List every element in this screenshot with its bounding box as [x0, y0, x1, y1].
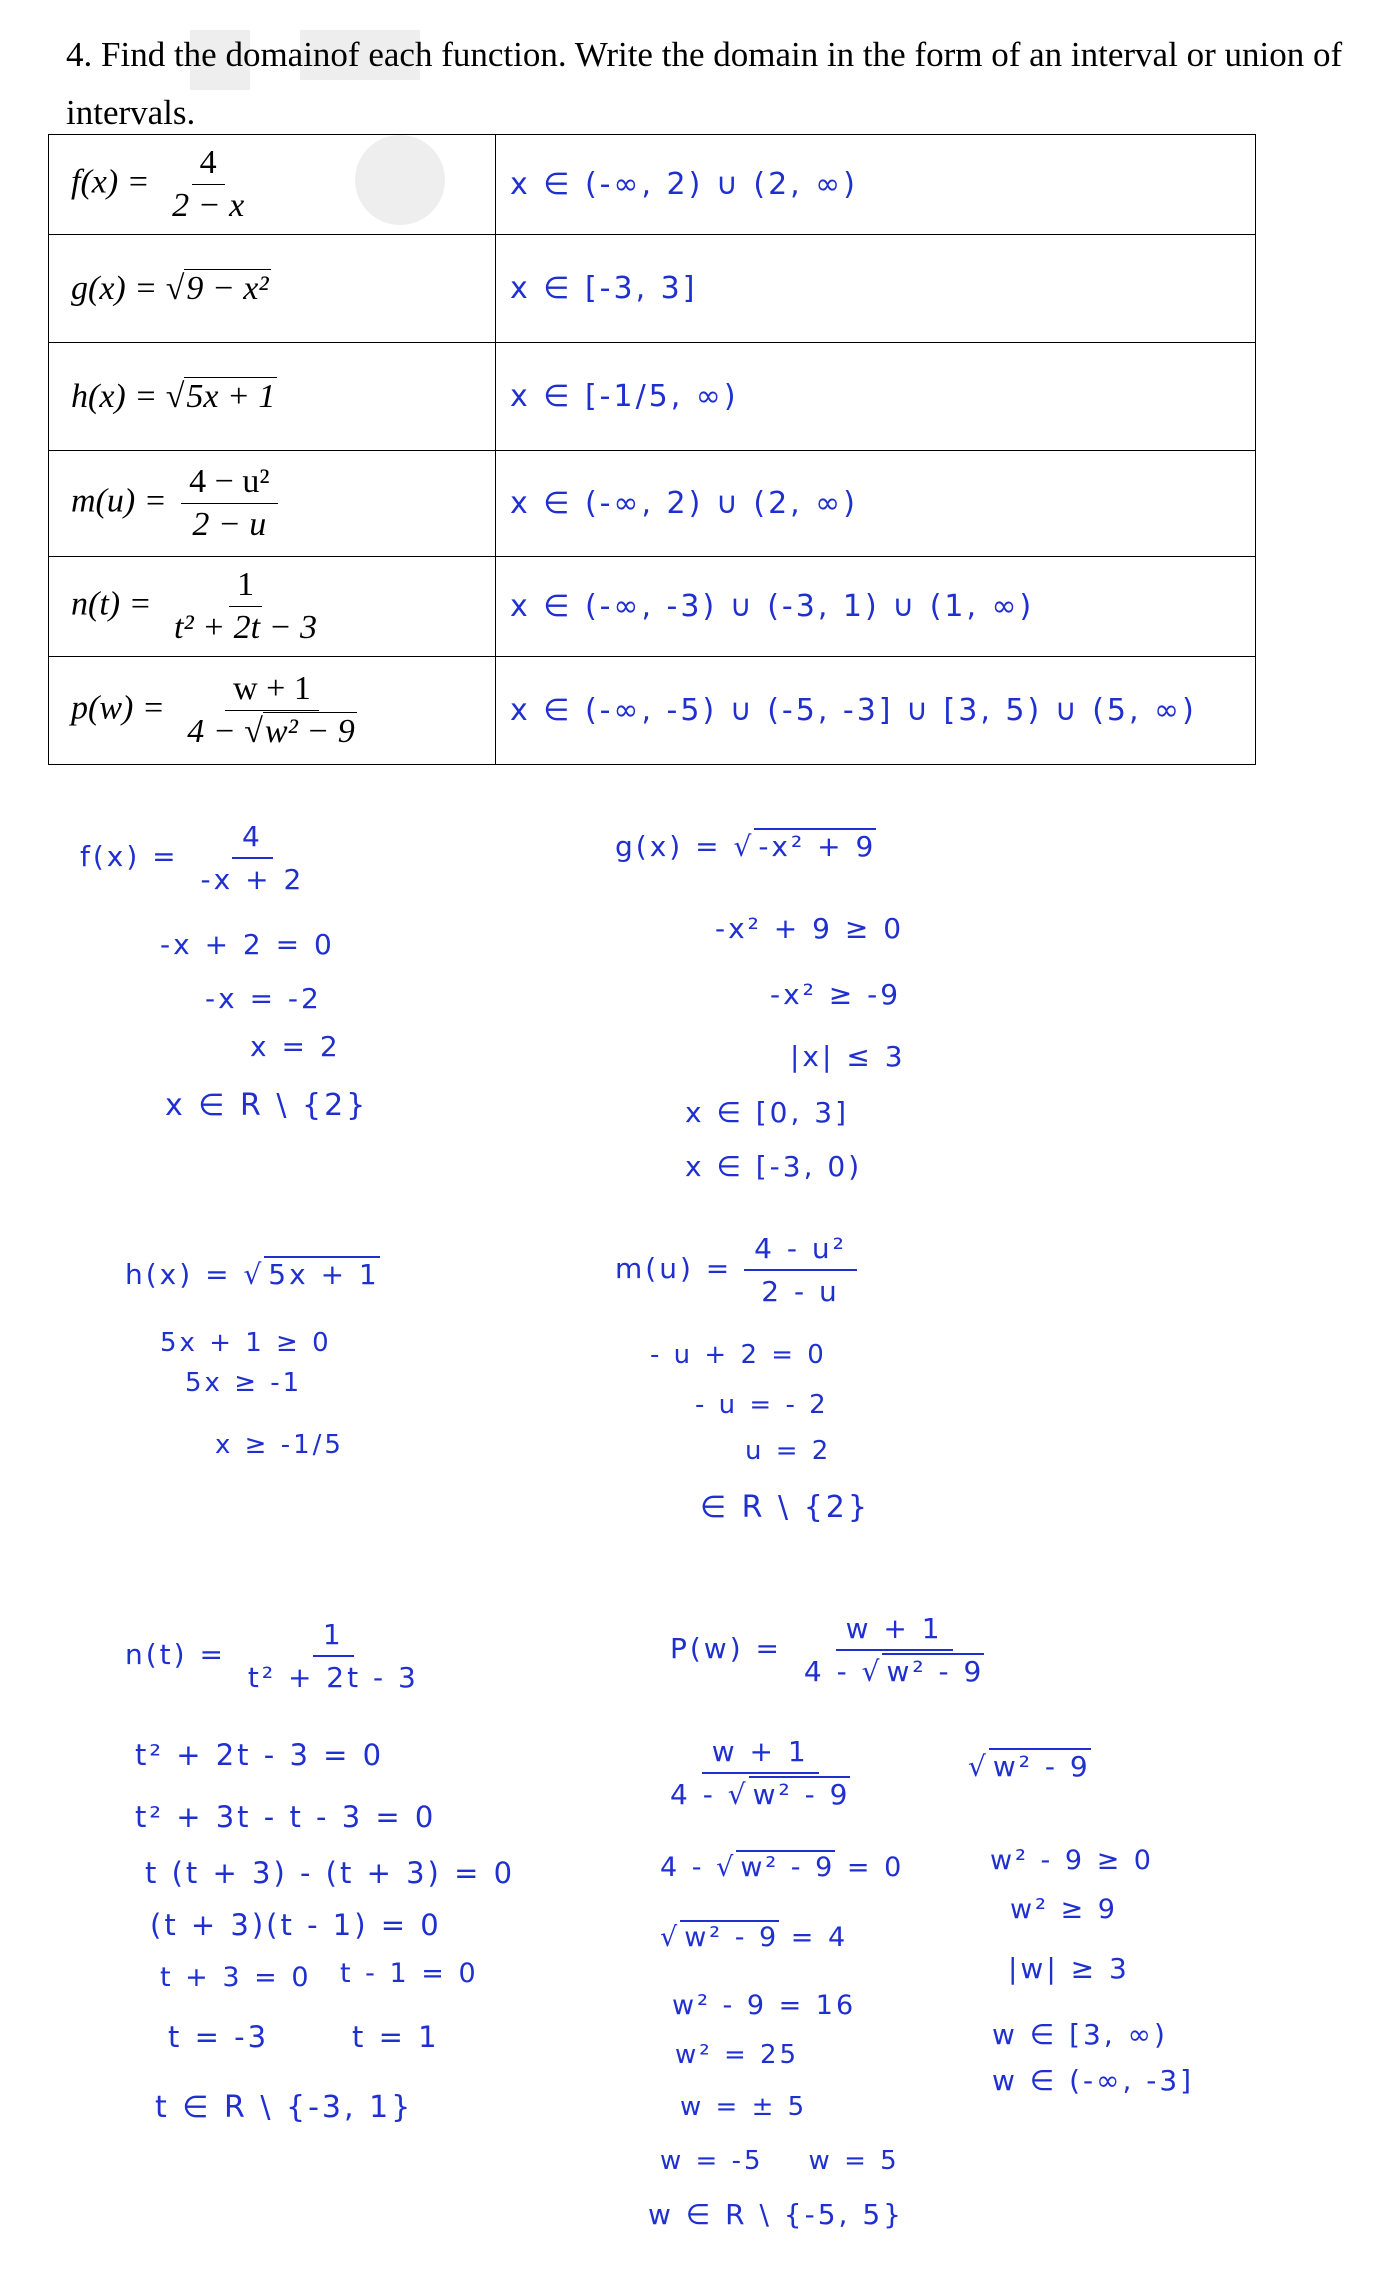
numerator: 4 — [192, 144, 225, 185]
domain-table — [48, 134, 1256, 765]
work-p-side-root — [968, 1750, 1091, 1783]
work-h-lhs: h(x) = — [125, 1258, 232, 1291]
work-g-line: x ∈ [0, 3] — [685, 1096, 850, 1129]
work-n-fraction — [238, 1618, 429, 1694]
function-name: n(t) = — [71, 585, 152, 623]
work-p-mid-fraction — [660, 1735, 860, 1811]
function-cell — [49, 657, 496, 765]
work-f-line: -x + 2 = 0 — [160, 928, 335, 961]
work-g-lhs: g(x) = — [615, 830, 722, 863]
answer-cell — [496, 657, 1256, 765]
work-n-split-left: t = -3 — [168, 2020, 270, 2054]
work-p-side-line: w² - 9 ≥ 0 — [990, 1845, 1154, 1876]
work-f-numerator: 4 — [232, 820, 273, 859]
work-p-eq2-radicand: w² - 9 — [680, 1920, 779, 1953]
answer-cell — [496, 135, 1256, 235]
work-g-result: x ∈ [-3, 0) — [685, 1150, 863, 1183]
work-m-lhs: m(u) = — [615, 1252, 733, 1285]
handwritten-answer: x ∈ (-∞, -5) ∪ (-5, -3] ∪ [3, 5) ∪ (5, ∞) — [510, 693, 1197, 728]
work-m-denominator: 2 - u — [761, 1275, 840, 1308]
work-p-side-line: |w| ≥ 3 — [1008, 1952, 1130, 1985]
work-n-line: (t + 3)(t - 1) = 0 — [150, 1908, 442, 1942]
work-p-denominator-prefix: 4 - — [803, 1655, 862, 1688]
function-name: h(x) = — [71, 377, 158, 415]
work-p-result: w ∈ R \ {-5, 5} — [648, 2198, 904, 2231]
handwritten-answer: x ∈ (-∞, 2) ∪ (2, ∞) — [510, 486, 858, 521]
numerator: 1 — [229, 566, 262, 607]
work-n-split-right: t - 1 = 0 — [340, 1958, 479, 1989]
work-p-sqrt-symbol: √ — [861, 1655, 883, 1688]
work-f-definition — [80, 820, 314, 896]
work-f-lhs: f(x) = — [80, 840, 179, 873]
work-p-side-line: w² ≥ 9 — [1010, 1894, 1118, 1925]
problem-title: 4. Find the domainof each function. Write the domain in the form of an interval or union of intervals. — [66, 35, 1343, 132]
sqrt-symbol: √ — [165, 269, 185, 307]
handwritten-answer: x ∈ (-∞, 2) ∪ (2, ∞) — [510, 167, 858, 202]
table-row — [49, 557, 1256, 657]
work-g-line: -x² + 9 ≥ 0 — [715, 912, 905, 945]
denominator — [179, 711, 364, 751]
fraction — [166, 566, 325, 647]
work-f-line: -x = -2 — [205, 982, 322, 1015]
work-g-definition — [615, 830, 876, 863]
work-h-line: 5x + 1 ≥ 0 — [160, 1328, 332, 1358]
work-n-line: t (t + 3) - (t + 3) = 0 — [145, 1856, 516, 1890]
work-p-eq1-suffix: = 0 — [835, 1852, 905, 1883]
work-f-denominator: -x + 2 — [200, 863, 305, 896]
denominator-prefix: 4 − — [187, 713, 245, 750]
work-n-definition — [125, 1618, 429, 1694]
table-row — [49, 657, 1256, 765]
function-cell — [49, 343, 496, 451]
work-n-line: t² + 3t - t - 3 = 0 — [135, 1800, 437, 1834]
work-p-mid-denominator — [660, 1774, 860, 1811]
function-cell — [49, 557, 496, 657]
sqrt-symbol: √ — [165, 377, 185, 415]
work-p-line: w² - 9 = 16 — [672, 1990, 857, 2021]
work-p-eq2-suffix: = 4 — [779, 1922, 849, 1953]
work-f-line: x = 2 — [250, 1030, 341, 1063]
work-g-line: |x| ≤ 3 — [790, 1040, 906, 1073]
work-m-line: - u + 2 = 0 — [650, 1340, 827, 1370]
work-p-fraction — [794, 1612, 994, 1688]
work-h-sqrt-symbol: √ — [243, 1258, 265, 1291]
function-cell — [49, 451, 496, 557]
work-p-mid-frac — [660, 1735, 860, 1811]
sqrt-symbol: √ — [244, 713, 263, 750]
radicand: w² − 9 — [264, 713, 355, 750]
work-h-line: 5x ≥ -1 — [185, 1368, 303, 1398]
numerator: 4 − u² — [181, 463, 277, 504]
work-p-equation — [660, 1852, 904, 1883]
work-p-side-radicand: w² - 9 — [989, 1748, 1091, 1783]
work-p-radicand: w² - 9 — [882, 1653, 984, 1688]
work-n-split-left: t + 3 = 0 — [160, 1962, 312, 1993]
work-p-mid-denominator-prefix: 4 - — [670, 1778, 728, 1811]
denominator: 2 − u — [192, 506, 267, 543]
work-n-line: t² + 2t - 3 = 0 — [135, 1738, 385, 1772]
table-row — [49, 343, 1256, 451]
work-p-eq1-radicand: w² - 9 — [736, 1850, 835, 1883]
function-cell — [49, 135, 496, 235]
work-h-definition — [125, 1258, 380, 1291]
work-p-sqrt-symbol: √ — [968, 1750, 989, 1783]
function-name: m(u) = — [71, 482, 167, 520]
fraction — [179, 670, 364, 751]
handwritten-answer: x ∈ [-3, 3] — [510, 271, 698, 306]
work-f-fraction — [191, 820, 315, 896]
denominator: 2 − x — [172, 187, 245, 224]
function-cell — [49, 235, 496, 343]
answer-cell — [496, 451, 1256, 557]
function-name: p(w) = — [71, 689, 165, 727]
work-m-fraction — [744, 1232, 857, 1308]
work-p-line: w = ± 5 — [680, 2092, 808, 2122]
work-p-split: w = -5 w = 5 — [660, 2146, 900, 2176]
work-f-result: x ∈ R \ {2} — [165, 1088, 369, 1123]
radicand: 5x + 1 — [186, 377, 276, 415]
work-m-line: u = 2 — [745, 1436, 832, 1466]
work-n-result: t ∈ R \ {-3, 1} — [155, 2090, 414, 2125]
work-p-sqrt-symbol: √ — [716, 1852, 737, 1883]
handwritten-answer: x ∈ (-∞, -3) ∪ (-3, 1) ∪ (1, ∞) — [510, 589, 1035, 624]
work-p-side-line: w ∈ [3, ∞) — [992, 2018, 1168, 2051]
work-p-numerator: w + 1 — [836, 1612, 953, 1651]
work-p-mid-radicand: w² - 9 — [749, 1776, 851, 1811]
work-p-sqrt-symbol: √ — [727, 1778, 749, 1811]
function-name: f(x) = — [71, 163, 150, 201]
work-h-line: x ≥ -1/5 — [215, 1430, 344, 1460]
work-n-numerator: 1 — [313, 1618, 354, 1657]
answer-cell — [496, 235, 1256, 343]
answer-cell — [496, 343, 1256, 451]
work-p-mid-numerator: w + 1 — [702, 1735, 819, 1774]
work-h-radicand: 5x + 1 — [264, 1256, 379, 1291]
table-row — [49, 235, 1256, 343]
work-m-result: ∈ R \ {2} — [700, 1490, 870, 1525]
work-m-numerator: 4 - u² — [744, 1232, 857, 1271]
work-p-lhs: P(w) = — [670, 1632, 782, 1665]
numerator: w + 1 — [225, 670, 319, 711]
work-p-equation — [660, 1922, 848, 1953]
work-g-radicand: -x² + 9 — [754, 828, 876, 863]
fraction — [181, 463, 277, 544]
table-row — [49, 135, 1256, 235]
work-p-denominator — [794, 1651, 994, 1688]
function-name: g(x) = — [71, 269, 158, 307]
work-n-split-right: t = 1 — [352, 2020, 440, 2054]
work-p-sqrt-symbol: √ — [660, 1922, 681, 1953]
work-m-definition — [615, 1232, 857, 1308]
work-p-line: w² = 25 — [675, 2040, 800, 2070]
fraction — [164, 144, 252, 225]
handwritten-answer: x ∈ [-1/5, ∞) — [510, 379, 739, 414]
work-g-line: -x² ≥ -9 — [770, 978, 902, 1011]
work-p-eq1-prefix: 4 - — [660, 1852, 717, 1883]
radicand: 9 − x² — [186, 269, 269, 307]
work-g-sqrt-symbol: √ — [733, 830, 755, 863]
denominator: t² + 2t − 3 — [174, 609, 318, 646]
work-n-lhs: n(t) = — [125, 1638, 226, 1671]
work-p-side-result: w ∈ (-∞, -3] — [992, 2064, 1195, 2097]
answer-cell — [496, 557, 1256, 657]
work-p-definition — [670, 1612, 994, 1688]
work-n-denominator: t² + 2t - 3 — [247, 1661, 419, 1694]
work-m-line: - u = - 2 — [695, 1390, 829, 1420]
table-row — [49, 451, 1256, 557]
